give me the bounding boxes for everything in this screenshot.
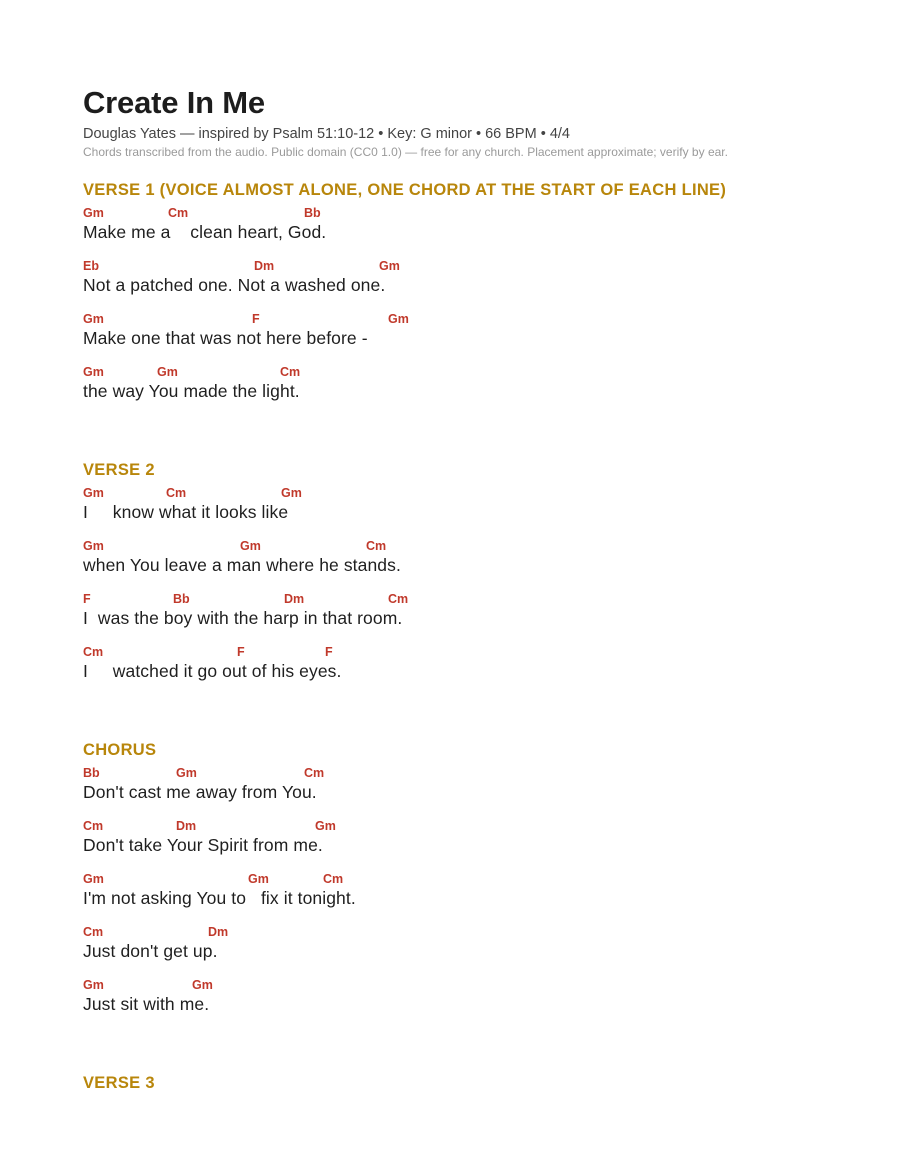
lyric-line: Make one that was not here before - [83, 328, 368, 348]
lyric-line: Make me a clean heart, God. [83, 222, 327, 242]
lyric-line: Not a patched one. Not a washed one. [83, 275, 386, 295]
lyric-line: Don't cast me away from You. [83, 782, 317, 802]
section [83, 460, 863, 694]
transcription-note: Chords transcribed from the audio. Public domain (CC0 1.0) — free for any church. Placement approximate; verify by ear. [83, 145, 728, 159]
chord: Bb [83, 766, 100, 780]
chord: Cm [166, 486, 187, 500]
lyric-line: Don't take Your Spirit from me. [83, 835, 323, 855]
lyric-line: I was the boy with the harp in that room. [83, 608, 403, 628]
chord-row [83, 361, 863, 382]
chord-sheet [83, 84, 863, 1095]
chord-row [83, 641, 863, 662]
song-line [83, 588, 863, 641]
chord: Gm [281, 486, 302, 500]
song-line [83, 482, 863, 535]
chord-row [83, 202, 863, 223]
sections-container [83, 180, 863, 1093]
chord: Cm [280, 365, 301, 379]
section [83, 180, 863, 414]
lyric-line: I watched it go out of his eyes. [83, 661, 342, 681]
song-line [83, 974, 863, 1027]
chord: Gm [388, 312, 409, 326]
chord-row [83, 815, 863, 836]
chord: Cm [323, 872, 344, 886]
chord: Dm [284, 592, 305, 606]
chord: Gm [157, 365, 178, 379]
section [83, 740, 863, 1027]
song-line [83, 202, 863, 255]
chord-row [83, 255, 863, 276]
lyric-line: I know what it looks like [83, 502, 289, 522]
chord: Gm [379, 259, 400, 273]
song-line [83, 868, 863, 921]
chord-row [83, 921, 863, 942]
chord-row [83, 588, 863, 609]
chord: Bb [304, 206, 321, 220]
section-label: CHORUS [83, 741, 157, 759]
chord-row [83, 482, 863, 503]
song-line [83, 361, 863, 414]
song-line [83, 255, 863, 308]
chord: F [237, 645, 245, 659]
chord: Cm [366, 539, 387, 553]
chord: Gm [83, 365, 104, 379]
lyric-line: I'm not asking You to fix it tonight. [83, 888, 356, 908]
chord: Bb [173, 592, 190, 606]
chord: Gm [315, 819, 336, 833]
chord: Cm [168, 206, 189, 220]
chord: Gm [192, 978, 213, 992]
chord: F [83, 592, 91, 606]
chord: Gm [83, 486, 104, 500]
chord: Cm [83, 819, 104, 833]
chord: Gm [83, 872, 104, 886]
chord: Cm [388, 592, 409, 606]
song-line [83, 535, 863, 588]
song-line [83, 921, 863, 974]
chord: Gm [83, 206, 104, 220]
chord: Gm [176, 766, 197, 780]
chord: F [252, 312, 260, 326]
section-label: VERSE 3 [83, 1074, 155, 1092]
chord: Dm [254, 259, 275, 273]
chord-row [83, 308, 863, 329]
chord: Gm [83, 978, 104, 992]
song-line [83, 641, 863, 694]
chord: F [325, 645, 333, 659]
chord-row [83, 868, 863, 889]
lyric-line: when You leave a man where he stands. [83, 555, 401, 575]
section-label: VERSE 2 [83, 461, 155, 479]
song-meta: Douglas Yates — inspired by Psalm 51:10-12 • Key: G minor • 66 BPM • 4/4 [83, 126, 570, 142]
chord: Gm [240, 539, 261, 553]
chord-row [83, 535, 863, 556]
chord: Gm [83, 312, 104, 326]
song-title: Create In Me [83, 85, 265, 120]
song-line [83, 762, 863, 815]
chord: Gm [248, 872, 269, 886]
section [83, 1073, 863, 1093]
chord-row [83, 974, 863, 995]
section-label: VERSE 1 (VOICE ALMOST ALONE, ONE CHORD AT THE START OF EACH LINE) [83, 181, 727, 199]
chord-row [83, 762, 863, 783]
song-line [83, 308, 863, 361]
chord: Gm [83, 539, 104, 553]
lyric-line: the way You made the light. [83, 381, 300, 401]
chord: Cm [83, 645, 104, 659]
chord: Dm [176, 819, 197, 833]
lyric-line: Just don't get up. [83, 941, 218, 961]
chord: Cm [304, 766, 325, 780]
chord: Cm [83, 925, 104, 939]
song-line [83, 815, 863, 868]
lyric-line: Just sit with me. [83, 994, 210, 1014]
chord: Eb [83, 259, 99, 273]
chord: Dm [208, 925, 229, 939]
